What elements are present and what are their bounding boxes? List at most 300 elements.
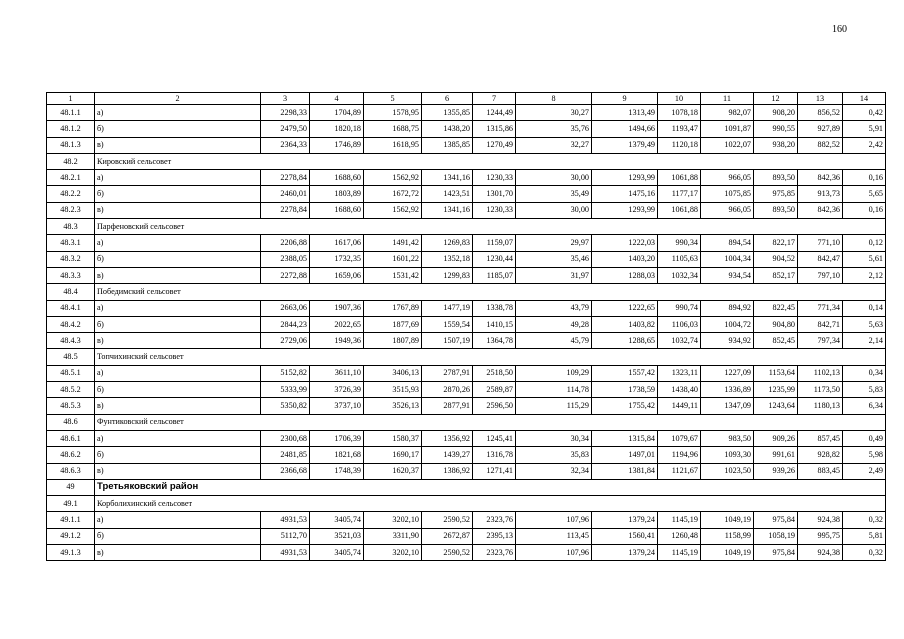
value-cell: 1230,33 (473, 170, 516, 186)
table-row (47, 365, 886, 381)
value-cell: 2,14 (843, 333, 886, 349)
table-row (47, 121, 886, 137)
table-row (47, 300, 886, 316)
value-cell: 1004,34 (701, 251, 754, 267)
row-variant: в) (95, 545, 261, 561)
row-variant: б) (95, 186, 261, 202)
row-number: 48.1.3 (47, 137, 95, 153)
value-cell: 1323,11 (658, 365, 701, 381)
table-row (47, 235, 886, 251)
value-cell: 1732,35 (310, 251, 364, 267)
section-number: 49 (47, 479, 95, 495)
value-cell: 2877,91 (422, 398, 473, 414)
section-number: 48.2 (47, 153, 95, 169)
value-cell: 1315,84 (592, 430, 658, 446)
value-cell: 1049,19 (701, 512, 754, 528)
value-cell: 5,81 (843, 528, 886, 544)
value-cell: 1821,68 (310, 447, 364, 463)
value-cell: 924,38 (798, 545, 843, 561)
value-cell: 3515,93 (364, 382, 422, 398)
value-cell: 6,34 (843, 398, 886, 414)
section-row (47, 284, 886, 300)
value-cell: 1379,49 (592, 137, 658, 153)
value-cell: 975,84 (754, 545, 798, 561)
row-variant: б) (95, 528, 261, 544)
value-cell: 1058,19 (754, 528, 798, 544)
row-number: 48.5.3 (47, 398, 95, 414)
value-cell: 975,85 (754, 186, 798, 202)
value-cell: 1449,11 (658, 398, 701, 414)
value-cell: 1379,24 (592, 545, 658, 561)
value-cell: 2364,33 (261, 137, 310, 153)
value-cell: 1620,37 (364, 463, 422, 479)
row-number: 48.3.2 (47, 251, 95, 267)
value-cell: 1102,13 (798, 365, 843, 381)
row-variant: б) (95, 121, 261, 137)
value-cell: 1061,88 (658, 170, 701, 186)
section-title: Третьяковский район (95, 479, 886, 495)
table-row (47, 447, 886, 463)
value-cell: 771,10 (798, 235, 843, 251)
value-cell: 32,34 (516, 463, 592, 479)
section-row (47, 414, 886, 430)
value-cell: 1244,49 (473, 105, 516, 121)
value-cell: 1106,03 (658, 316, 701, 332)
value-cell: 4931,53 (261, 545, 310, 561)
value-cell: 893,50 (754, 202, 798, 218)
value-cell: 0,16 (843, 202, 886, 218)
value-cell: 983,50 (701, 430, 754, 446)
table-row (47, 463, 886, 479)
header-cell: 7 (473, 93, 516, 105)
row-number: 49.1.2 (47, 528, 95, 544)
value-cell: 1475,16 (592, 186, 658, 202)
page-number: 160 (832, 24, 847, 35)
value-cell: 797,10 (798, 267, 843, 283)
row-variant: а) (95, 105, 261, 121)
header-cell: 9 (592, 93, 658, 105)
value-cell: 2663,06 (261, 300, 310, 316)
table-row (47, 137, 886, 153)
section-title: Топчихинский сельсовет (95, 349, 886, 365)
value-cell: 1235,99 (754, 382, 798, 398)
value-cell: 3526,13 (364, 398, 422, 414)
value-cell: 30,00 (516, 202, 592, 218)
value-cell: 934,92 (701, 333, 754, 349)
value-cell: 927,89 (798, 121, 843, 137)
value-cell: 1120,18 (658, 137, 701, 153)
value-cell: 3202,10 (364, 545, 422, 561)
header-cell: 5 (364, 93, 422, 105)
value-cell: 113,45 (516, 528, 592, 544)
value-cell: 1562,92 (364, 170, 422, 186)
value-cell: 1061,88 (658, 202, 701, 218)
row-number: 48.2.1 (47, 170, 95, 186)
value-cell: 1032,74 (658, 333, 701, 349)
value-cell: 0,12 (843, 235, 886, 251)
value-cell: 35,83 (516, 447, 592, 463)
value-cell: 1230,33 (473, 202, 516, 218)
value-cell: 43,79 (516, 300, 592, 316)
section-number: 48.6 (47, 414, 95, 430)
header-cell: 10 (658, 93, 701, 105)
value-cell: 1245,41 (473, 430, 516, 446)
section-row (47, 349, 886, 365)
value-cell: 1403,82 (592, 316, 658, 332)
header-row (47, 93, 886, 105)
value-cell: 1907,36 (310, 300, 364, 316)
header-cell: 8 (516, 93, 592, 105)
table-body (47, 93, 886, 561)
row-variant: б) (95, 447, 261, 463)
value-cell: 2388,05 (261, 251, 310, 267)
value-cell: 2518,50 (473, 365, 516, 381)
value-cell: 45,79 (516, 333, 592, 349)
value-cell: 1580,37 (364, 430, 422, 446)
value-cell: 909,26 (754, 430, 798, 446)
value-cell: 5112,70 (261, 528, 310, 544)
value-cell: 1091,87 (701, 121, 754, 137)
value-cell: 5,83 (843, 382, 886, 398)
value-cell: 852,17 (754, 267, 798, 283)
value-cell: 995,75 (798, 528, 843, 544)
value-cell: 928,82 (798, 447, 843, 463)
row-variant: а) (95, 430, 261, 446)
row-variant: а) (95, 365, 261, 381)
value-cell: 856,52 (798, 105, 843, 121)
section-title: Парфеновский сельсовет (95, 219, 886, 235)
table-row (47, 186, 886, 202)
value-cell: 1227,09 (701, 365, 754, 381)
value-cell: 2206,88 (261, 235, 310, 251)
table-row (47, 267, 886, 283)
row-number: 48.4.1 (47, 300, 95, 316)
value-cell: 1820,18 (310, 121, 364, 137)
value-cell: 1299,83 (422, 267, 473, 283)
value-cell: 32,27 (516, 137, 592, 153)
value-cell: 1410,15 (473, 316, 516, 332)
value-cell: 2,42 (843, 137, 886, 153)
value-cell: 1315,86 (473, 121, 516, 137)
value-cell: 990,34 (658, 235, 701, 251)
value-cell: 771,34 (798, 300, 843, 316)
row-number: 48.6.1 (47, 430, 95, 446)
value-cell: 924,38 (798, 512, 843, 528)
value-cell: 982,07 (701, 105, 754, 121)
value-cell: 991,61 (754, 447, 798, 463)
header-cell: 13 (798, 93, 843, 105)
row-number: 48.2.3 (47, 202, 95, 218)
value-cell: 3726,39 (310, 382, 364, 398)
value-cell: 1269,83 (422, 235, 473, 251)
value-cell: 893,50 (754, 170, 798, 186)
value-cell: 938,20 (754, 137, 798, 153)
value-cell: 1690,17 (364, 447, 422, 463)
value-cell: 857,45 (798, 430, 843, 446)
value-cell: 1194,96 (658, 447, 701, 463)
value-cell: 1477,19 (422, 300, 473, 316)
value-cell: 1403,20 (592, 251, 658, 267)
value-cell: 1222,65 (592, 300, 658, 316)
value-cell: 842,71 (798, 316, 843, 332)
value-cell: 1193,47 (658, 121, 701, 137)
value-cell: 1755,42 (592, 398, 658, 414)
header-cell: 14 (843, 93, 886, 105)
value-cell: 5,91 (843, 121, 886, 137)
value-cell: 1185,07 (473, 267, 516, 283)
value-cell: 2787,91 (422, 365, 473, 381)
table-row (47, 430, 886, 446)
value-cell: 114,78 (516, 382, 592, 398)
value-cell: 1288,65 (592, 333, 658, 349)
value-cell: 1748,39 (310, 463, 364, 479)
row-number: 48.4.3 (47, 333, 95, 349)
value-cell: 0,32 (843, 545, 886, 561)
value-cell: 1075,85 (701, 186, 754, 202)
header-cell: 12 (754, 93, 798, 105)
row-number: 48.6.3 (47, 463, 95, 479)
value-cell: 0,16 (843, 170, 886, 186)
value-cell: 5,63 (843, 316, 886, 332)
value-cell: 2481,85 (261, 447, 310, 463)
value-cell: 1423,51 (422, 186, 473, 202)
row-number: 48.2.2 (47, 186, 95, 202)
value-cell: 1243,64 (754, 398, 798, 414)
value-cell: 1293,99 (592, 202, 658, 218)
header-cell: 6 (422, 93, 473, 105)
value-cell: 1617,06 (310, 235, 364, 251)
value-cell: 1688,60 (310, 202, 364, 218)
value-cell: 3405,74 (310, 512, 364, 528)
section-title: Кировский сельсовет (95, 153, 886, 169)
value-cell: 1688,60 (310, 170, 364, 186)
value-cell: 0,42 (843, 105, 886, 121)
value-cell: 1336,89 (701, 382, 754, 398)
value-cell: 2729,06 (261, 333, 310, 349)
row-number: 48.3.3 (47, 267, 95, 283)
value-cell: 966,05 (701, 170, 754, 186)
row-number: 49.1.3 (47, 545, 95, 561)
value-cell: 975,84 (754, 512, 798, 528)
value-cell: 2298,33 (261, 105, 310, 121)
value-cell: 5,98 (843, 447, 886, 463)
value-cell: 5,65 (843, 186, 886, 202)
value-cell: 1153,64 (754, 365, 798, 381)
value-cell: 3406,13 (364, 365, 422, 381)
value-cell: 852,45 (754, 333, 798, 349)
value-cell: 1049,19 (701, 545, 754, 561)
value-cell: 966,05 (701, 202, 754, 218)
section-row (47, 496, 886, 512)
section-number: 48.4 (47, 284, 95, 300)
value-cell: 1688,75 (364, 121, 422, 137)
table-row (47, 398, 886, 414)
row-number: 49.1.1 (47, 512, 95, 528)
value-cell: 30,34 (516, 430, 592, 446)
value-cell: 1260,48 (658, 528, 701, 544)
value-cell: 1746,89 (310, 137, 364, 153)
value-cell: 1222,03 (592, 235, 658, 251)
value-cell: 3737,10 (310, 398, 364, 414)
value-cell: 1356,92 (422, 430, 473, 446)
value-cell: 882,52 (798, 137, 843, 153)
value-cell: 1341,16 (422, 170, 473, 186)
value-cell: 894,54 (701, 235, 754, 251)
value-cell: 1271,41 (473, 463, 516, 479)
value-cell: 2479,50 (261, 121, 310, 137)
value-cell: 2366,68 (261, 463, 310, 479)
row-number: 48.4.2 (47, 316, 95, 332)
value-cell: 1364,78 (473, 333, 516, 349)
row-variant: б) (95, 382, 261, 398)
row-variant: в) (95, 463, 261, 479)
value-cell: 1004,72 (701, 316, 754, 332)
value-cell: 842,47 (798, 251, 843, 267)
value-cell: 1672,72 (364, 186, 422, 202)
table-row (47, 512, 886, 528)
row-variant: в) (95, 202, 261, 218)
row-number: 48.5.1 (47, 365, 95, 381)
value-cell: 1807,89 (364, 333, 422, 349)
value-cell: 2590,52 (422, 512, 473, 528)
value-cell: 2022,65 (310, 316, 364, 332)
value-cell: 1316,78 (473, 447, 516, 463)
row-variant: в) (95, 333, 261, 349)
value-cell: 35,76 (516, 121, 592, 137)
row-number: 48.5.2 (47, 382, 95, 398)
value-cell: 2870,26 (422, 382, 473, 398)
value-cell: 30,00 (516, 170, 592, 186)
value-cell: 1352,18 (422, 251, 473, 267)
value-cell: 1381,84 (592, 463, 658, 479)
value-cell: 1767,89 (364, 300, 422, 316)
value-cell: 1578,95 (364, 105, 422, 121)
value-cell: 2272,88 (261, 267, 310, 283)
row-variant: а) (95, 300, 261, 316)
value-cell: 1601,22 (364, 251, 422, 267)
value-cell: 1093,30 (701, 447, 754, 463)
row-variant: а) (95, 512, 261, 528)
value-cell: 822,17 (754, 235, 798, 251)
value-cell: 1439,27 (422, 447, 473, 463)
table-row (47, 545, 886, 561)
value-cell: 842,36 (798, 202, 843, 218)
header-cell: 2 (95, 93, 261, 105)
value-cell: 904,52 (754, 251, 798, 267)
value-cell: 1177,17 (658, 186, 701, 202)
header-cell: 1 (47, 93, 95, 105)
value-cell: 2323,76 (473, 545, 516, 561)
value-cell: 934,54 (701, 267, 754, 283)
row-number: 48.6.2 (47, 447, 95, 463)
section-row (47, 153, 886, 169)
table-row (47, 316, 886, 332)
row-number: 48.3.1 (47, 235, 95, 251)
table-row (47, 251, 886, 267)
value-cell: 3405,74 (310, 545, 364, 561)
value-cell: 2395,13 (473, 528, 516, 544)
value-cell: 1562,92 (364, 202, 422, 218)
section-number: 48.5 (47, 349, 95, 365)
table-row (47, 528, 886, 544)
value-cell: 1803,89 (310, 186, 364, 202)
value-cell: 30,27 (516, 105, 592, 121)
header-cell: 11 (701, 93, 754, 105)
value-cell: 1557,42 (592, 365, 658, 381)
section-row (47, 219, 886, 235)
value-cell: 1078,18 (658, 105, 701, 121)
value-cell: 904,80 (754, 316, 798, 332)
section-number: 49.1 (47, 496, 95, 512)
value-cell: 883,45 (798, 463, 843, 479)
value-cell: 1877,69 (364, 316, 422, 332)
value-cell: 939,26 (754, 463, 798, 479)
value-cell: 107,96 (516, 545, 592, 561)
value-cell: 1173,50 (798, 382, 843, 398)
value-cell: 990,55 (754, 121, 798, 137)
section-number: 48.3 (47, 219, 95, 235)
value-cell: 2844,23 (261, 316, 310, 332)
value-cell: 0,32 (843, 512, 886, 528)
value-cell: 1301,70 (473, 186, 516, 202)
value-cell: 1560,41 (592, 528, 658, 544)
value-cell: 31,97 (516, 267, 592, 283)
value-cell: 1494,66 (592, 121, 658, 137)
value-cell: 1180,13 (798, 398, 843, 414)
value-cell: 109,29 (516, 365, 592, 381)
value-cell: 1313,49 (592, 105, 658, 121)
value-cell: 1386,92 (422, 463, 473, 479)
value-cell: 1704,89 (310, 105, 364, 121)
value-cell: 2323,76 (473, 512, 516, 528)
value-cell: 1032,34 (658, 267, 701, 283)
value-cell: 1121,67 (658, 463, 701, 479)
value-cell: 2672,87 (422, 528, 473, 544)
section-title: Победимский сельсовет (95, 284, 886, 300)
value-cell: 115,29 (516, 398, 592, 414)
header-cell: 3 (261, 93, 310, 105)
table-row (47, 202, 886, 218)
value-cell: 1079,67 (658, 430, 701, 446)
value-cell: 2278,84 (261, 202, 310, 218)
value-cell: 1159,07 (473, 235, 516, 251)
value-cell: 1491,42 (364, 235, 422, 251)
row-variant: а) (95, 170, 261, 186)
value-cell: 1158,99 (701, 528, 754, 544)
value-cell: 0,49 (843, 430, 886, 446)
value-cell: 5350,82 (261, 398, 310, 414)
value-cell: 2590,52 (422, 545, 473, 561)
value-cell: 1618,95 (364, 137, 422, 153)
row-number: 48.1.1 (47, 105, 95, 121)
value-cell: 1145,19 (658, 545, 701, 561)
value-cell: 2300,68 (261, 430, 310, 446)
header-cell: 4 (310, 93, 364, 105)
value-cell: 1497,01 (592, 447, 658, 463)
value-cell: 1438,20 (422, 121, 473, 137)
value-cell: 1738,59 (592, 382, 658, 398)
section-title: Фунтиковский сельсовет (95, 414, 886, 430)
value-cell: 1023,50 (701, 463, 754, 479)
value-cell: 1145,19 (658, 512, 701, 528)
table-row (47, 333, 886, 349)
value-cell: 4931,53 (261, 512, 310, 528)
value-cell: 1385,85 (422, 137, 473, 153)
tariff-table (46, 92, 886, 561)
section-title: Корболихинский сельсовет (95, 496, 886, 512)
value-cell: 2,12 (843, 267, 886, 283)
value-cell: 1949,36 (310, 333, 364, 349)
